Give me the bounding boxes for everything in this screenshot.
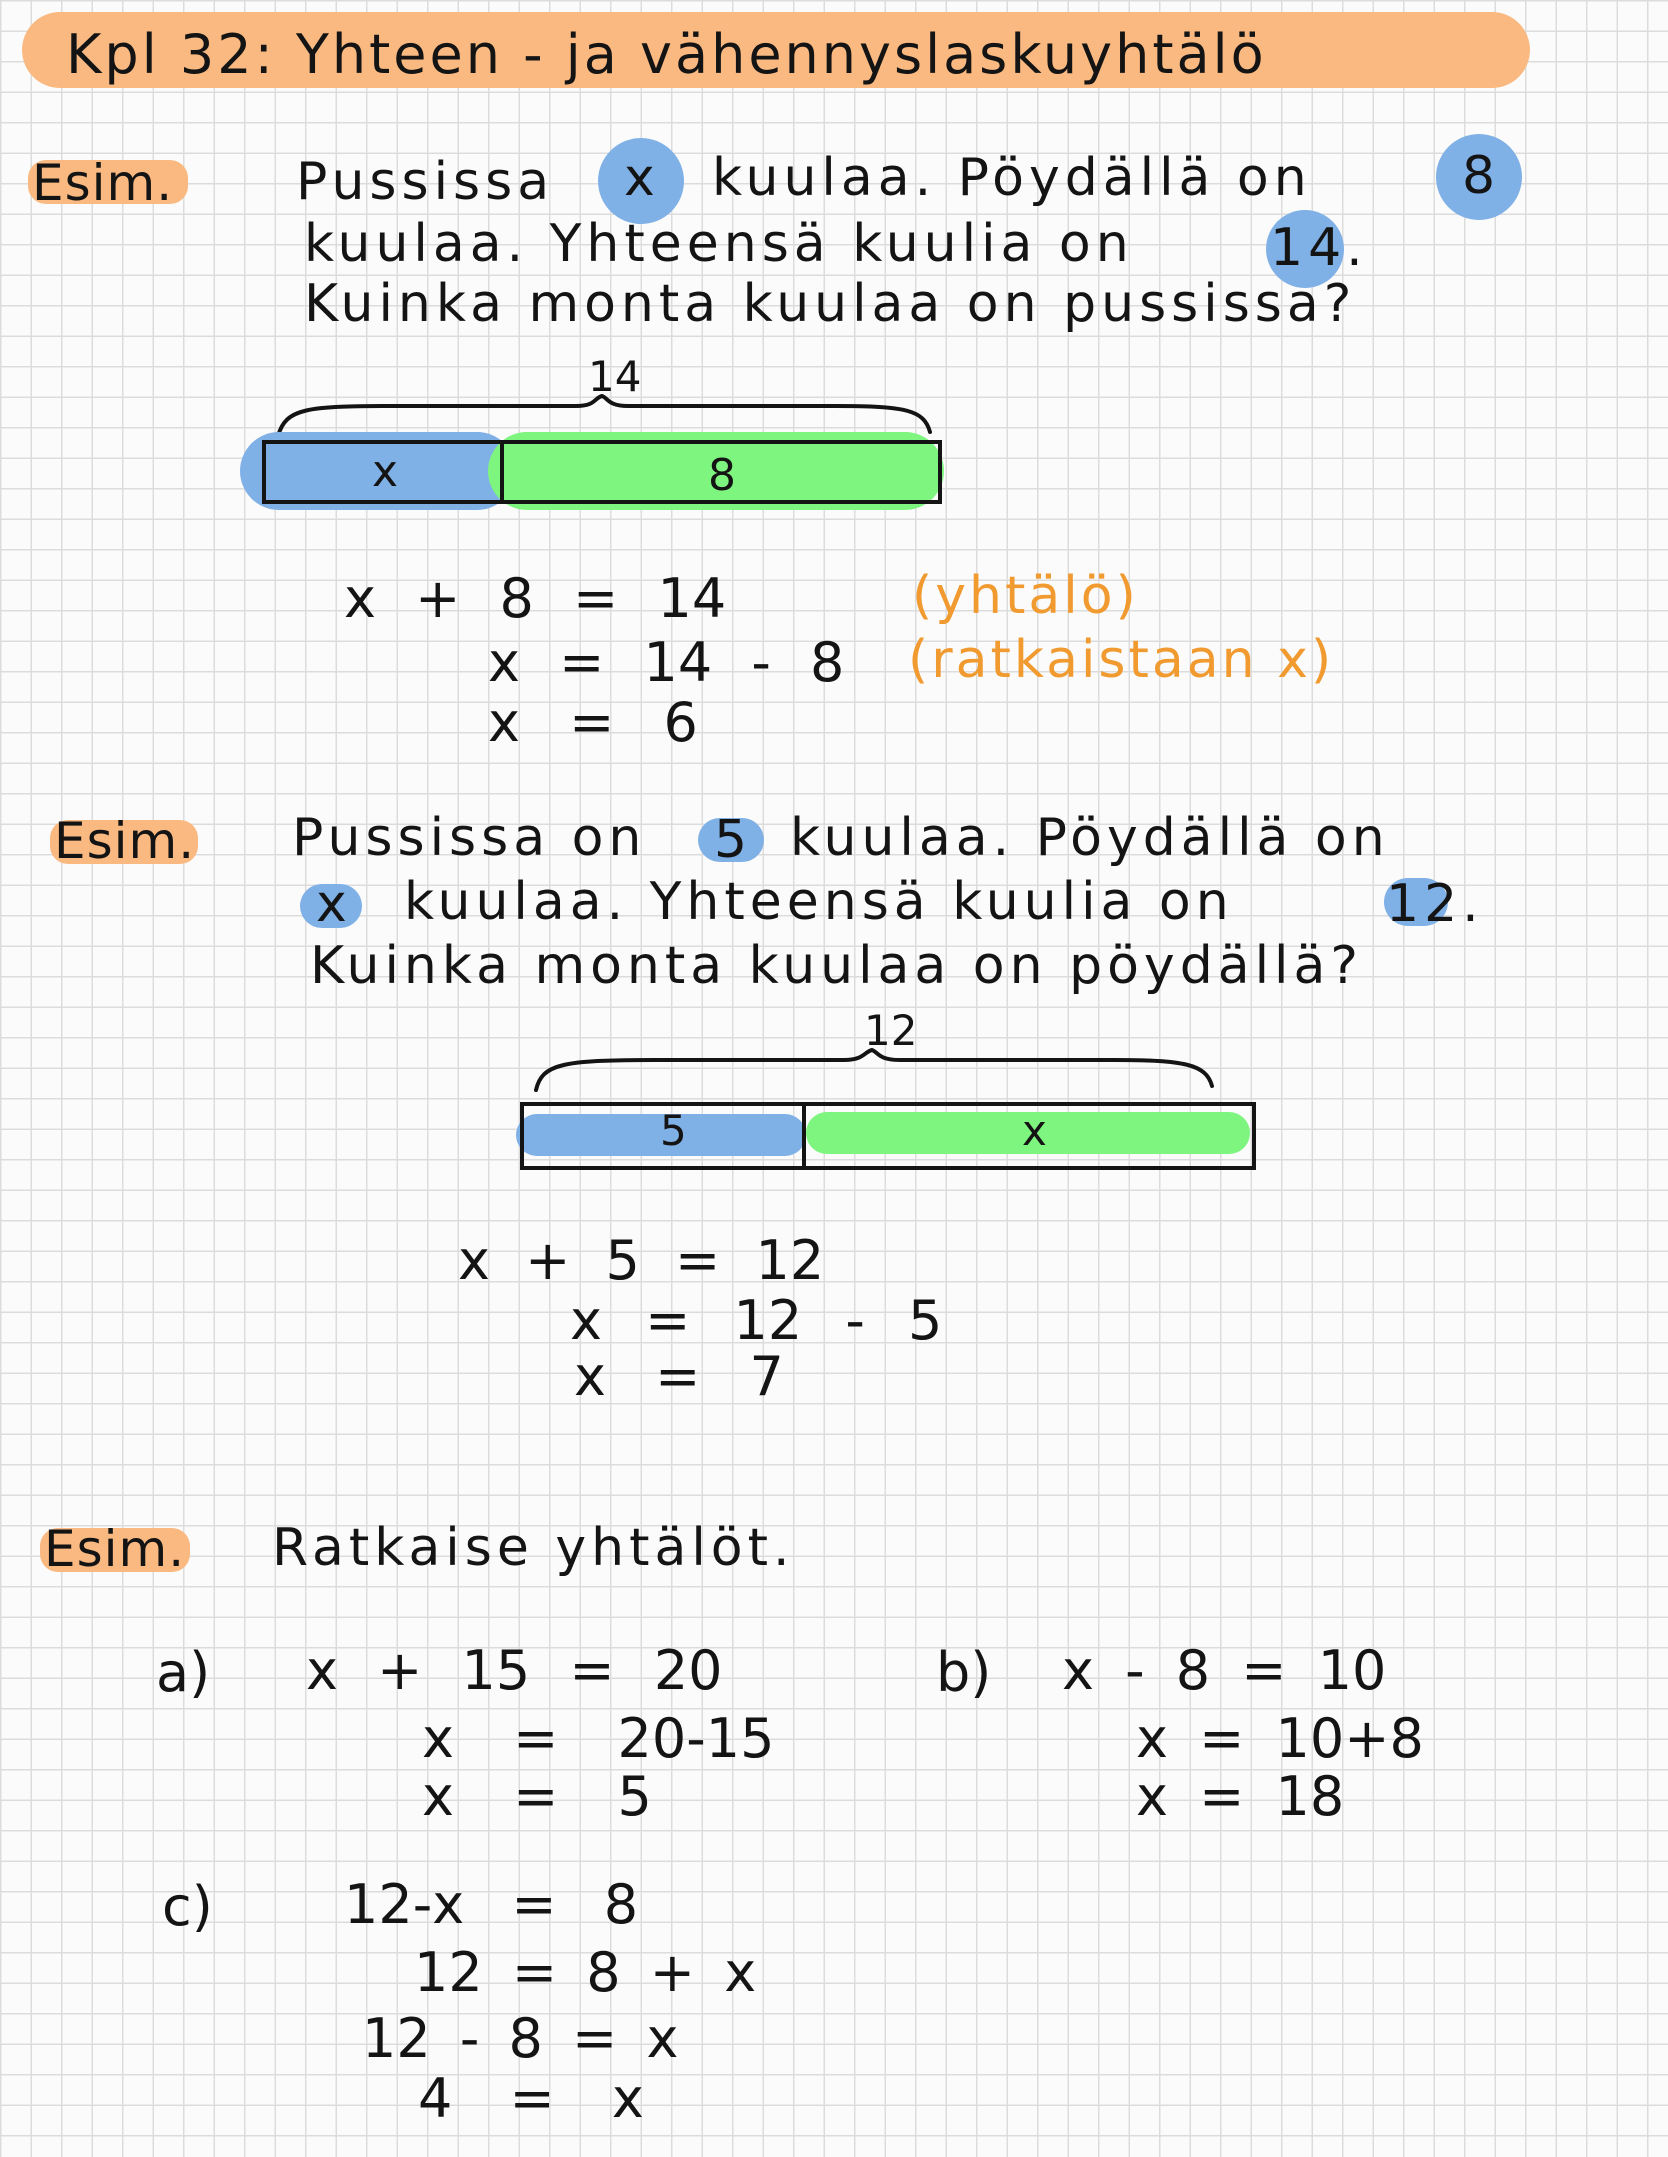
- example3-instruction: Ratkaise yhtälöt.: [272, 1518, 795, 1578]
- example1-text-1b: kuulaa. Pöydällä on: [712, 148, 1312, 208]
- example1-note1: (yhtälö): [912, 566, 1139, 626]
- example2-label: Esim.: [54, 812, 196, 870]
- bar1-left-label: x: [372, 446, 399, 497]
- example2-eq3: x = 7: [574, 1345, 784, 1408]
- example2-five: 5: [714, 810, 753, 870]
- example2-eq1: x + 5 = 12: [458, 1229, 825, 1292]
- part-a-eq2: x = 20-15: [422, 1707, 775, 1770]
- example1-eight: 8: [1462, 146, 1501, 206]
- example1-note2: (ratkaistaan x): [908, 630, 1335, 690]
- example2-text-1a: Pussissa on: [292, 808, 647, 868]
- example1-x: x: [624, 148, 660, 208]
- example1-label: Esim.: [32, 154, 174, 212]
- example1-eq3: x = 6: [488, 691, 698, 754]
- part-b-eq2: x = 10+8: [1136, 1707, 1424, 1770]
- bar2-outline: [520, 1102, 1256, 1170]
- part-b-label: b): [936, 1641, 992, 1704]
- example2-x: x: [316, 874, 352, 934]
- example2-text-2: kuulaa. Yhteensä kuulia on: [404, 872, 1234, 932]
- bar1-right-label: 8: [708, 450, 736, 501]
- bar2-right-label: x: [1022, 1106, 1047, 1155]
- part-b-eq1: x - 8 = 10: [1062, 1639, 1387, 1702]
- bar1-outline: [262, 440, 942, 504]
- part-c-eq2: 12 = 8 + x: [414, 1941, 757, 2004]
- part-c-eq1: 12-x = 8: [344, 1873, 639, 1936]
- part-c-eq3: 12 - 8 = x: [362, 2007, 679, 2070]
- example1-eq1: x + 8 = 14: [344, 567, 727, 630]
- page-title: Kpl 32: Yhteen - ja vähennyslaskuyhtälö: [66, 23, 1267, 86]
- part-b-eq3: x = 18: [1136, 1765, 1345, 1828]
- example2-twelve: 12.: [1386, 874, 1484, 934]
- part-a-label: a): [156, 1641, 211, 1704]
- bar1-divider: [500, 440, 504, 504]
- example1-eq2: x = 14 - 8: [488, 631, 845, 694]
- example2-text-1b: kuulaa. Pöydällä on: [790, 808, 1390, 868]
- bar2-left-label: 5: [660, 1106, 687, 1155]
- part-c-eq4: 4 = x: [418, 2067, 644, 2130]
- part-a-eq3: x = 5: [422, 1765, 652, 1828]
- brace2-total: 12: [864, 1006, 918, 1055]
- example2-text-3: Kuinka monta kuulaa on pöydällä?: [310, 936, 1363, 996]
- bar2-divider: [802, 1102, 806, 1170]
- example1-fourteen: 14.: [1270, 218, 1368, 278]
- brace2: [534, 1050, 1214, 1094]
- example1-text-1a: Pussissa: [296, 152, 555, 212]
- example1-text-3: Kuinka monta kuulaa on pussissa?: [304, 274, 1357, 334]
- brace1-total: 14: [588, 352, 642, 401]
- example3-label: Esim.: [44, 1520, 186, 1578]
- example2-eq2: x = 12 - 5: [570, 1289, 943, 1352]
- part-a-eq1: x + 15 = 20: [306, 1639, 723, 1702]
- example1-text-2: kuulaa. Yhteensä kuulia on: [304, 214, 1134, 274]
- part-c-label: c): [162, 1875, 213, 1938]
